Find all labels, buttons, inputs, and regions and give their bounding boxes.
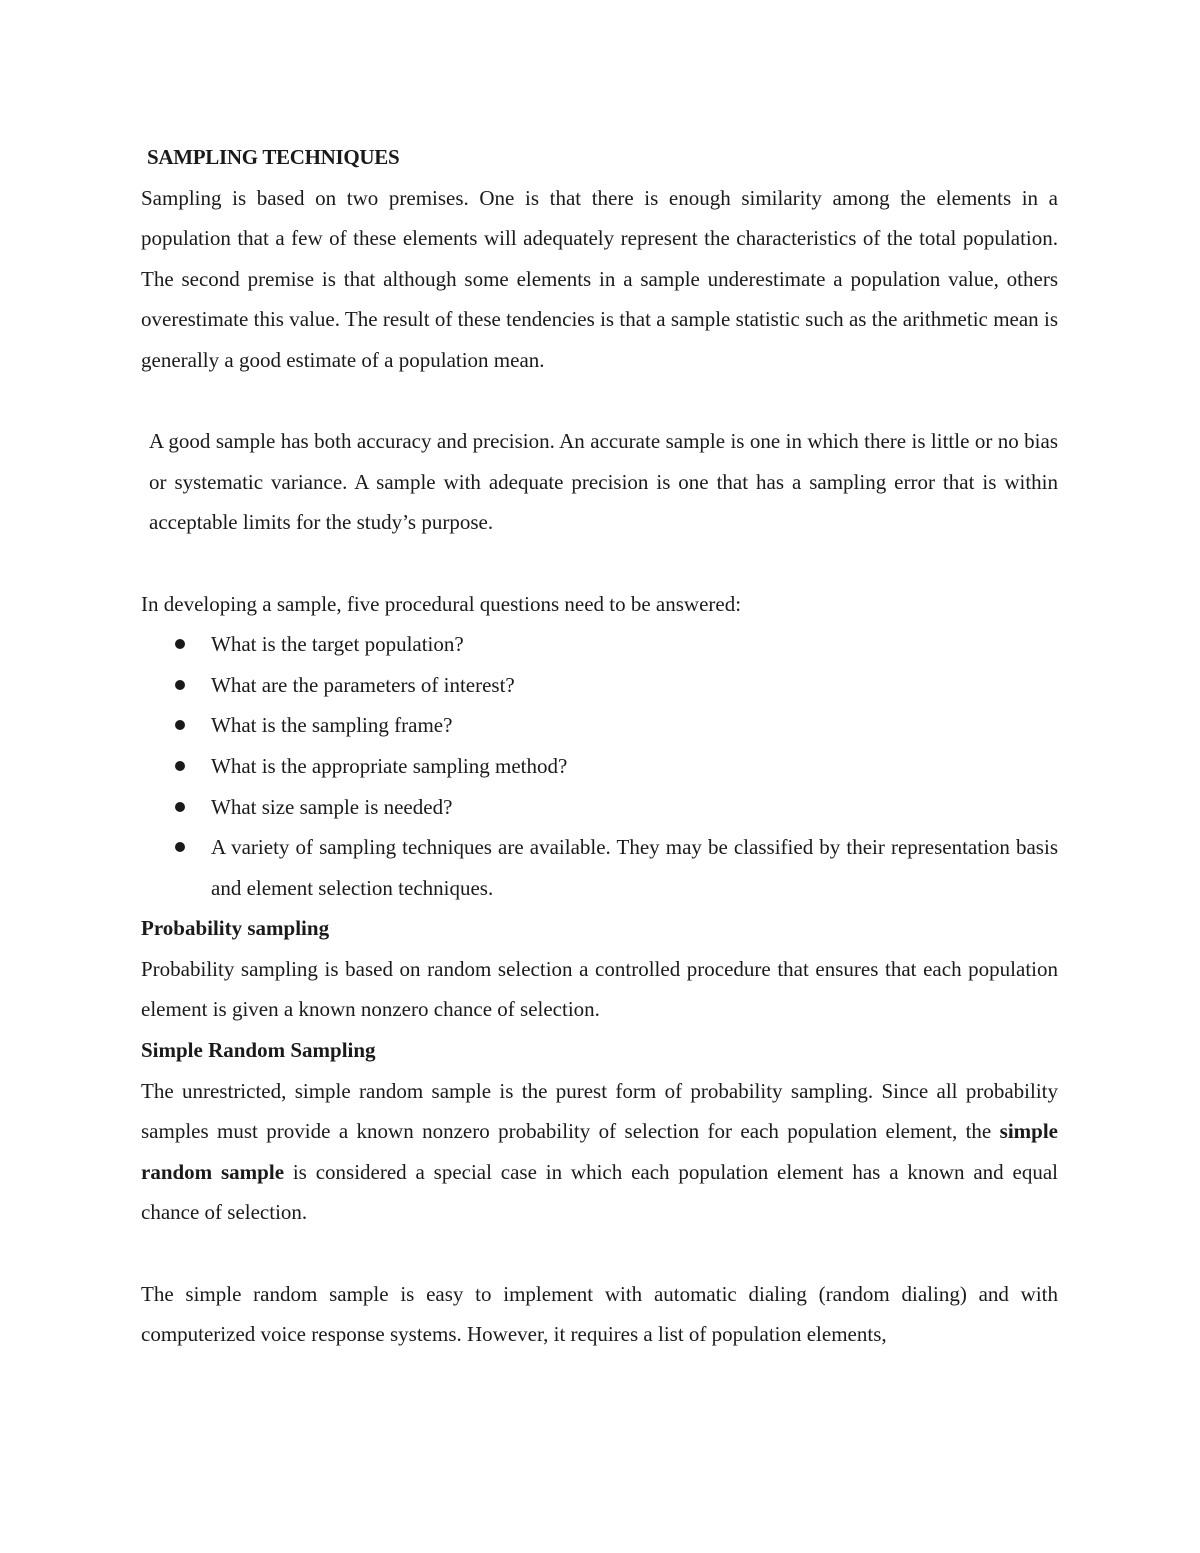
paragraph-spacer (141, 543, 1058, 584)
paragraph-simple-random-sampling (141, 1071, 1058, 1233)
paragraph-spacer (141, 1233, 1058, 1274)
bullet-icon (175, 761, 185, 771)
bullet-icon (175, 802, 185, 812)
bullet-icon (175, 720, 185, 730)
list-item (141, 787, 1058, 828)
paragraph-premises: Sampling is based on two premises. One is that there is enough similarity among the elements in a population that a few of these elements will adequately represent the characteristics of the total population. The second premise is that although some elements in a sample underestimate a population value, others overestimate this value. The result of these tendencies is that a sample statistic such as the arithmetic mean is generally a good estimate of a population mean. (141, 185, 1058, 372)
paragraph-good-sample: A good sample has both accuracy and precision. An accurate sample is one in which there is little or no bias or systematic variance. A sample with adequate precision is one that has a sampling error that is within acceptable limits for the study’s purpose. (149, 429, 1058, 535)
bullet-icon (175, 842, 185, 852)
list-item-text: What size sample is needed? (211, 794, 453, 819)
paragraph-spacer (141, 381, 1058, 422)
list-item-text: A variety of sampling techniques are available. They may be classified by their representation basis and element selection techniques. (211, 835, 1058, 900)
list-item (141, 665, 1058, 706)
list-item-text: What are the parameters of interest? (211, 672, 515, 697)
list-item (141, 746, 1058, 787)
bullet-icon (175, 680, 185, 690)
list-item (141, 827, 1058, 908)
list-item-text: What is the appropriate sampling method? (211, 753, 568, 778)
text-segment: The unrestricted, simple random sample is the purest form of probability sampling. Since all probability samples must provide a known nonzero probability of selection for each population element, the (141, 1078, 1058, 1144)
document-body (141, 137, 1058, 1355)
list-item (141, 705, 1058, 746)
paragraph-probability-sampling: Probability sampling is based on random selection a controlled procedure that ensures that each population element is given a known nonzero chance of selection. (141, 956, 1058, 1022)
text-segment: is considered a special case in which each population element has a known and equal chance of selection. (141, 1159, 1058, 1225)
question-list (141, 624, 1058, 908)
bold-term: simple random sample (141, 1119, 1058, 1184)
heading-probability-sampling: Probability sampling (141, 916, 330, 941)
list-item-text: What is the sampling frame? (211, 713, 453, 738)
heading-simple-random-sampling: Simple Random Sampling (141, 1038, 376, 1063)
paragraph-procedural-questions: In developing a sample, five procedural questions need to be answered: (141, 591, 742, 616)
list-item-text: What is the target population? (211, 632, 464, 657)
document-title: SAMPLING TECHNIQUES (147, 145, 400, 169)
list-item (141, 624, 1058, 665)
paragraph-implementation: The simple random sample is easy to implement with automatic dialing (random dialing) and with computerized voice response systems. However, it requires a list of population elements, (141, 1281, 1058, 1347)
bullet-icon (175, 639, 185, 649)
